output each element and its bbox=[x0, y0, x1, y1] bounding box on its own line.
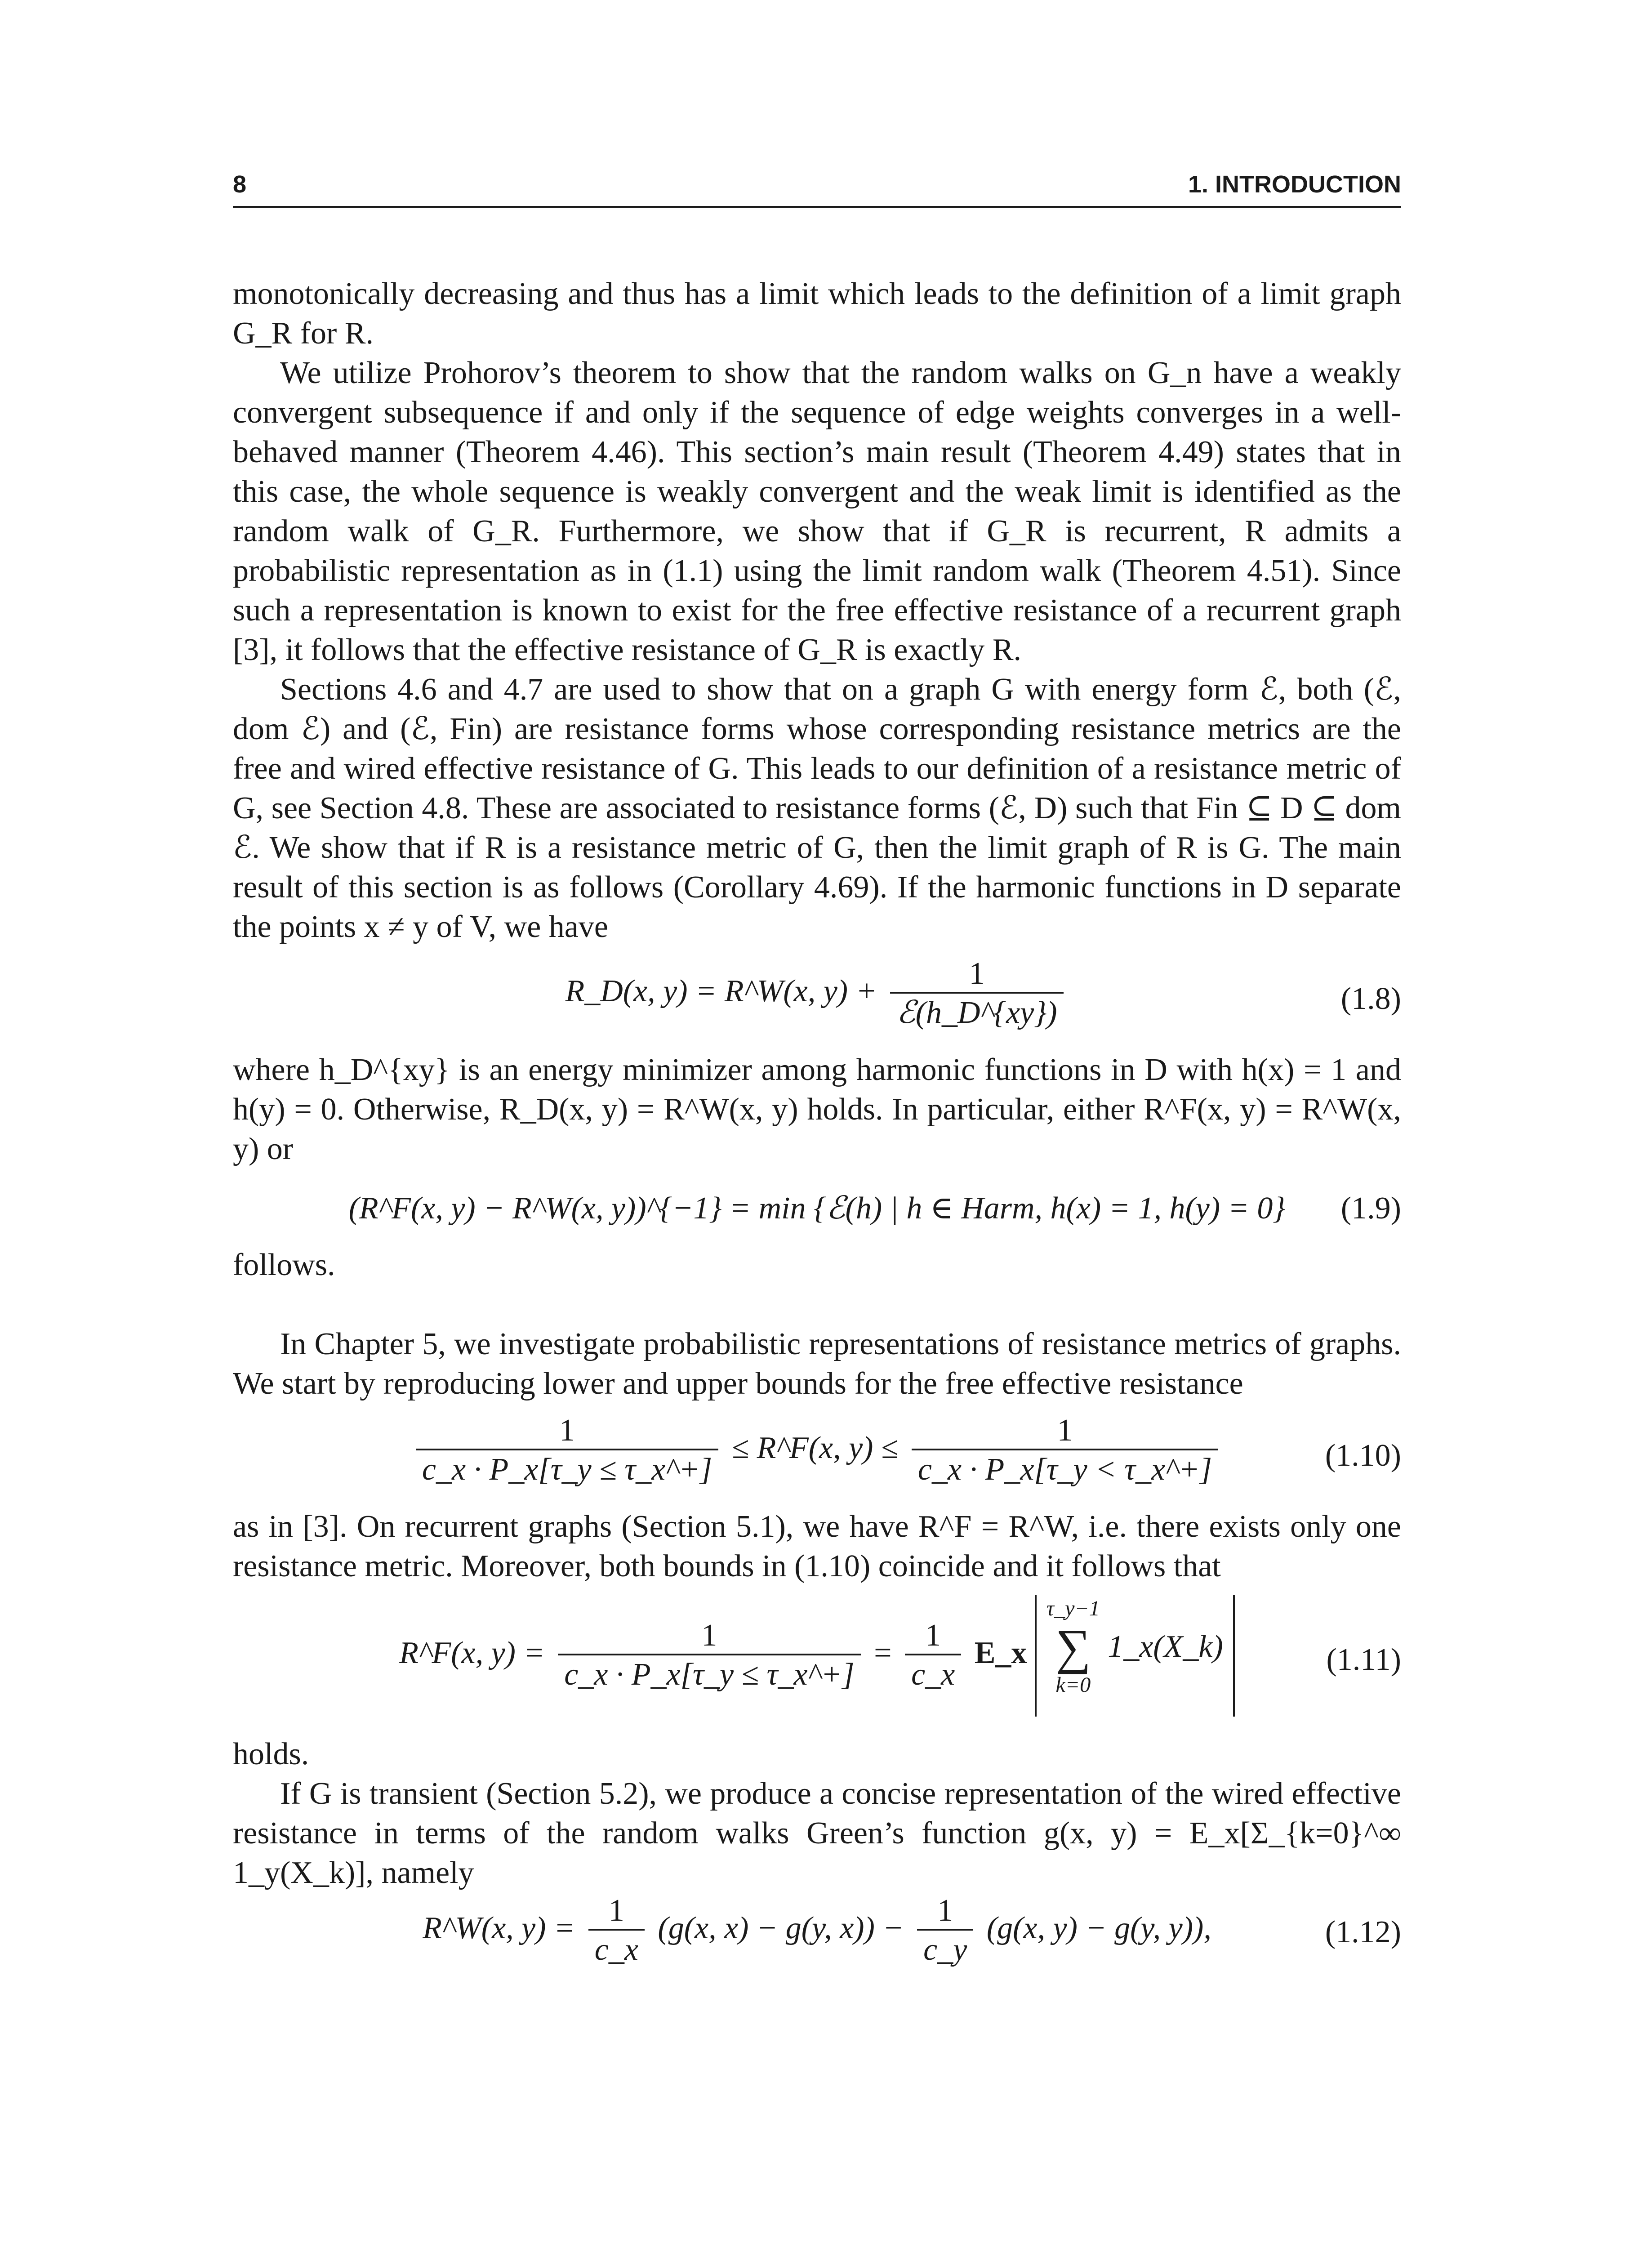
eq-1-11-coef-numerator: 1 bbox=[925, 1618, 941, 1653]
paragraph-2: We utilize Prohorov’s theorem to show that the random walks on G_n have a weakly convergent subsequence if and only if the sequence of edge weights converges in a well-behaved manner (Theorem 4.46). This section’s main result (Theorem 4.49) states that in this case, the whole sequence is weakly convergent and the weak limit is identified as the random walk of G_R. Furthermore, we show that if G_R is recurrent, R admits a probabilistic representation as in (1.1) using the limit random walk (Theorem 4.51). Since such a representation is known to exist for the free effective resistance of a recurrent graph [3], it follows that the effective resistance of G_R is exactly R. bbox=[233, 356, 1401, 667]
sigma-icon: ∑ bbox=[1055, 1619, 1091, 1674]
eq-1-9-formula: (R^F(x, y) − R^W(x, y))^{−1} = min {ℰ(h) | h ∈ Harm, h(x) = 1, h(y) = 0} bbox=[348, 1191, 1286, 1226]
eq-1-12-coef1 bbox=[588, 1893, 645, 1969]
equation-1-12 bbox=[233, 1893, 1401, 1983]
eq-1-11-coef-denominator: c_x bbox=[905, 1654, 961, 1694]
eq-1-10-left-numerator: 1 bbox=[559, 1413, 575, 1448]
page-number: 8 bbox=[233, 171, 247, 198]
eq-1-10-left-fraction bbox=[416, 1413, 718, 1489]
eq-1-10-right-numerator: 1 bbox=[1057, 1413, 1073, 1448]
eq-1-10-right-denominator: c_x · P_x[τ_y < τ_x^+] bbox=[912, 1449, 1218, 1489]
paragraph-4: where h_D^{xy} is an energy minimizer among harmonic functions in D with h(x) = 1 and h(y) = 0. Otherwise, R_D(x, y) = R^W(x, y) holds. In particular, either R^F(x, y) = R^W(x, y) or bbox=[233, 1053, 1401, 1166]
eq-1-11-sum bbox=[1046, 1595, 1100, 1699]
eq-1-11-sum-upper: τ_y−1 bbox=[1046, 1597, 1100, 1620]
eq-1-12-coef1-denominator: c_x bbox=[588, 1929, 645, 1969]
eq-1-11-sum-lower: k=0 bbox=[1055, 1673, 1091, 1697]
eq-1-11-equals: = bbox=[874, 1636, 892, 1671]
eq-1-10-left-denominator: c_x · P_x[τ_y ≤ τ_x^+] bbox=[416, 1449, 718, 1489]
paragraph-3: Sections 4.6 and 4.7 are used to show that on a graph G with energy form ℰ, both (ℰ, dom ℰ) and (ℰ, Fin) are resistance forms whose corresponding resistance metrics are the free and wired effective resistance of G. This leads to our definition of a resistance metric of G, see Section 4.8. These are associated to resistance forms (ℰ, D) such that Fin ⊆ D ⊆ dom ℰ. We show that if R is a resistance metric of G, then the limit graph of R is G. The main result of this section is as follows (Corollary 4.69). If the harmonic functions in D separate the points x ≠ y of V, we have bbox=[233, 672, 1401, 944]
eq-1-12-coef2-denominator: c_y bbox=[917, 1929, 973, 1969]
eq-1-11-expectation: E_x bbox=[974, 1636, 1027, 1671]
equation-1-8 bbox=[233, 947, 1401, 1050]
eq-1-9-number: (1.9) bbox=[1340, 1191, 1401, 1226]
eq-1-11-bracket bbox=[1035, 1595, 1235, 1717]
eq-1-10-right-fraction bbox=[912, 1413, 1218, 1489]
eq-1-12-term1: (g(x, x) − g(y, x)) − bbox=[658, 1911, 904, 1946]
equation-1-10 bbox=[233, 1404, 1401, 1507]
paragraph-6: In Chapter 5, we investigate probabilistic representations of resistance metrics of graphs. We start by reproducing lower and upper bounds for the free effective resistance bbox=[233, 1327, 1401, 1401]
paragraph-7: as in [3]. On recurrent graphs (Section 5.1), we have R^F = R^W, i.e. there exists only one resistance metric. Moreover, both bounds in (1.10) coincide and it follows that bbox=[233, 1509, 1401, 1583]
equation-1-9 bbox=[233, 1169, 1401, 1245]
eq-1-11-number: (1.11) bbox=[1326, 1642, 1401, 1677]
eq-1-8-fraction bbox=[890, 956, 1063, 1032]
paragraph-5: follows. bbox=[233, 1248, 335, 1282]
eq-1-11-denominator: c_x · P_x[τ_y ≤ τ_x^+] bbox=[558, 1654, 860, 1694]
eq-1-12-coef2 bbox=[917, 1893, 973, 1969]
paragraph-9: If G is transient (Section 5.2), we produce a concise representation of the wired effective resistance in terms of the random walks Green’s function g(x, y) = E_x[Σ_{k=0}^∞ 1_y(X_k)], namely bbox=[233, 1776, 1401, 1890]
eq-1-12-term2: (g(x, y) − g(y, y)), bbox=[986, 1911, 1211, 1946]
eq-1-12-coef2-numerator: 1 bbox=[937, 1893, 953, 1928]
chapter-title: 1. INTRODUCTION bbox=[1188, 171, 1401, 198]
eq-1-8-lhs: R_D(x, y) = R^W(x, y) + bbox=[565, 974, 877, 1009]
eq-1-8-numerator: 1 bbox=[969, 956, 985, 991]
paragraph-1: monotonically decreasing and thus has a limit which leads to the definition of a limit graph G_R for R. bbox=[233, 277, 1401, 351]
eq-1-10-number: (1.10) bbox=[1325, 1438, 1401, 1473]
eq-1-10-middle: ≤ R^F(x, y) ≤ bbox=[731, 1431, 899, 1466]
running-header bbox=[233, 171, 1401, 208]
main-text bbox=[233, 274, 1401, 1983]
eq-1-11-numerator: 1 bbox=[701, 1618, 717, 1653]
eq-1-8-number: (1.8) bbox=[1340, 981, 1401, 1016]
eq-1-12-number: (1.12) bbox=[1325, 1915, 1401, 1949]
eq-1-11-summand: 1_x(X_k) bbox=[1108, 1629, 1223, 1664]
eq-1-11-lhs: R^F(x, y) = bbox=[399, 1636, 545, 1671]
eq-1-8-denominator: ℰ(h_D^{xy}) bbox=[890, 992, 1063, 1032]
equation-1-11 bbox=[233, 1586, 1401, 1735]
eq-1-12-lhs: R^W(x, y) = bbox=[423, 1911, 575, 1946]
eq-1-11-fraction bbox=[558, 1618, 860, 1694]
eq-1-11-coefficient bbox=[905, 1618, 961, 1694]
eq-1-12-coef1-numerator: 1 bbox=[608, 1893, 624, 1928]
paragraph-8: holds. bbox=[233, 1737, 309, 1771]
